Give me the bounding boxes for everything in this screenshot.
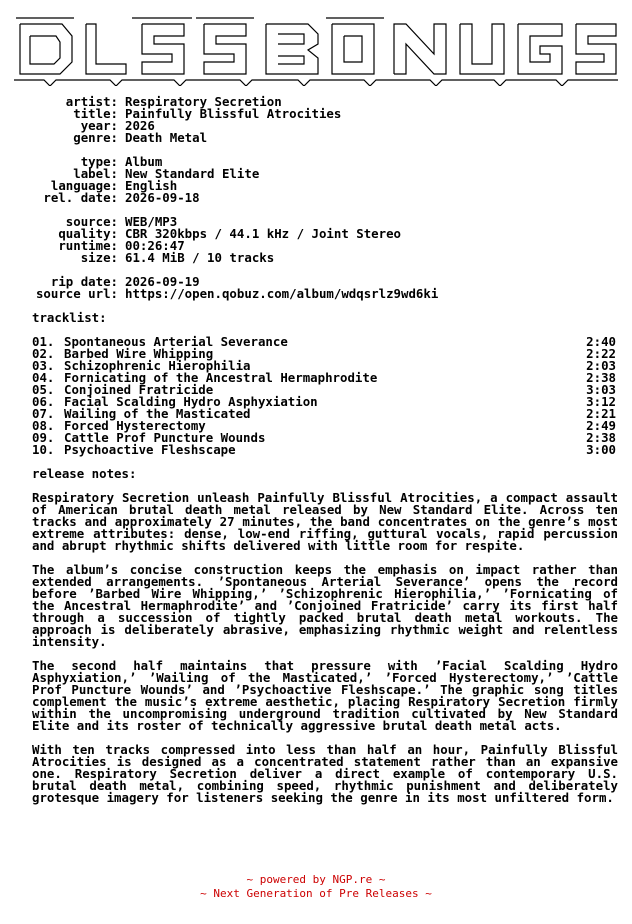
meta-value: Respiratory Secretion (125, 94, 282, 109)
meta-value: 61.4 MiB / 10 tracks (125, 250, 275, 265)
track-duration: 2:03 (586, 358, 616, 373)
release-notes-paragraph: The second half maintains that pressure with ’Facial Scalding Hydro Asphyxiation,’ ’Wailing of the Masticated,’ ’Forced Hysterectomy,’ ’Cattle Prof Puncture Wounds’ and ’Psychoactive Fleshscape.’ The graphic song titles complement the music’s extreme aesthetic, placing Respiratory Secretion firmly within the uncompromising underground tradition cultivated by New Standard Elite and its roster of technically aggressive brutal death metal acts. (32, 658, 618, 733)
track-number: 02. (32, 346, 55, 361)
track-number: 06. (32, 394, 55, 409)
release-notes-heading: release notes: (32, 466, 137, 481)
meta-key: source: (65, 214, 118, 229)
track-title: Psychoactive Fleshscape (64, 442, 236, 457)
meta-key: type: (80, 154, 118, 169)
meta-row-source-url (22, 288, 438, 300)
release-notes (32, 492, 618, 816)
track-number: 03. (32, 358, 55, 373)
track-number: 10. (32, 442, 55, 457)
meta-value: New Standard Elite (125, 166, 260, 181)
track-title: Cattle Prof Puncture Wounds (64, 430, 266, 445)
track-number: 04. (32, 370, 55, 385)
meta-key: quality: (58, 226, 118, 241)
track-title: Fornicating of the Ancestral Hermaphrodite (64, 370, 378, 385)
meta-key: runtime: (58, 238, 118, 253)
metadata-block (22, 96, 438, 300)
track-number: 05. (32, 382, 55, 397)
track-duration: 2:22 (586, 346, 616, 361)
meta-value: 00:26:47 (125, 238, 185, 253)
meta-value: 2026 (125, 118, 155, 133)
meta-value: Album (125, 154, 163, 169)
meta-value: English (125, 178, 178, 193)
track-title: Forced Hysterectomy (64, 418, 206, 433)
meta-row-size (22, 252, 438, 264)
meta-key: rel. date: (43, 190, 118, 205)
meta-key: rip date: (50, 274, 118, 289)
track-title: Spontaneous Arterial Severance (64, 334, 288, 349)
meta-key: label: (73, 166, 118, 181)
track-duration: 3:00 (586, 442, 616, 457)
track-duration: 2:49 (586, 418, 616, 433)
meta-key: title: (73, 106, 118, 121)
track-duration: 2:38 (586, 430, 616, 445)
track-duration: 3:03 (586, 382, 616, 397)
release-notes-paragraph: With ten tracks compressed into less than half an hour, Painfully Blissful Atrocities is designed as a concentrated statement rather than an expansive one. Respiratory Secretion deliver a direct example of contemporary U.S. brutal death metal, combining speed, rhythmic punishment and deliberately grotesque imagery for listeners seeking the genre in its most unfiltered form. (32, 742, 618, 805)
track-number: 01. (32, 334, 55, 349)
meta-value: 2026-09-18 (125, 190, 200, 205)
ascii-logo (14, 14, 618, 86)
meta-key: artist: (65, 94, 118, 109)
track-number: 09. (32, 430, 55, 445)
track-number: 07. (32, 406, 55, 421)
meta-value: Death Metal (125, 130, 208, 145)
track-title: Barbed Wire Whipping (64, 346, 214, 361)
tracklist (32, 336, 616, 456)
track-title: Schizophrenic Hierophilia (64, 358, 251, 373)
meta-key: source url: (35, 286, 118, 301)
track-title: Wailing of the Masticated (64, 406, 251, 421)
release-notes-paragraph: Respiratory Secretion unleash Painfully Blissful Atrocities, a compact assault of American brutal death metal released by New Standard Elite. Across ten tracks and approximately 27 minutes, the band concentrates on the genre’s most extreme attributes: dense, low-end riffing, guttural vocals, rapid percussion and abrupt rhythmic shifts delivered with little room for respite. (32, 490, 618, 553)
meta-value: Painfully Blissful Atrocities (125, 106, 342, 121)
footer-powered-by: ~ powered by NGP.re ~ (246, 873, 386, 886)
track-duration: 2:40 (586, 334, 616, 349)
meta-row-rel-date (22, 192, 438, 204)
track-row (32, 444, 616, 456)
track-duration: 2:38 (586, 370, 616, 385)
release-notes-paragraph: The album’s concise construction keeps the emphasis on impact rather than extended arrangements. ’Spontaneous Arterial Severance’ opens the record before ’Barbed Wire Whipping,’ ’Schizophrenic Hierophilia,’ ’Fornicating of the Ancestral Hermaphrodite’ and ’Conjoined Fratricide’ carry its first half through a succession of tightly packed brutal death metal workouts. The approach is deliberately abrasive, emphasizing rhythmic weight and relentless intensity. (32, 562, 618, 649)
track-duration: 3:12 (586, 394, 616, 409)
track-duration: 2:21 (586, 406, 616, 421)
tracklist-heading: tracklist: (32, 310, 107, 325)
meta-key: language: (50, 178, 118, 193)
track-title: Conjoined Fratricide (64, 382, 214, 397)
track-title: Facial Scalding Hydro Asphyxiation (64, 394, 318, 409)
meta-value: CBR 320kbps / 44.1 kHz / Joint Stereo (125, 226, 402, 241)
source-url-link[interactable]: https://open.qobuz.com/album/wdqsrlz9wd6ki (125, 286, 439, 301)
meta-key: size: (80, 250, 118, 265)
meta-key: genre: (73, 130, 118, 145)
meta-row-genre (22, 132, 438, 144)
meta-value: 2026-09-19 (125, 274, 200, 289)
footer-tagline: ~ Next Generation of Pre Releases ~ (200, 887, 432, 900)
meta-key: year: (80, 118, 118, 133)
meta-value: WEB/MP3 (125, 214, 178, 229)
track-number: 08. (32, 418, 55, 433)
